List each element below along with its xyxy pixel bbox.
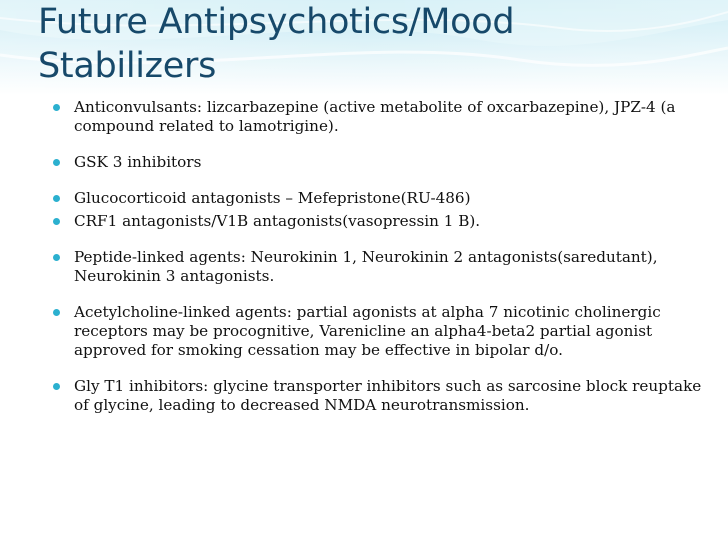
bullet-text: CRF1 antagonists/V1B antagonists(vasopressin 1 B). bbox=[74, 212, 481, 230]
bullet-item-glucocorticoid bbox=[52, 189, 702, 208]
bullet-dot-icon bbox=[53, 254, 60, 261]
slide-title bbox=[38, 0, 678, 88]
bullet-item-glyt1 bbox=[52, 377, 702, 415]
bullet-dot-icon bbox=[53, 159, 60, 166]
slide-title-line-1: Future Antipsychotics/Mood bbox=[38, 2, 515, 42]
bullet-text: Peptide-linked agents: Neurokinin 1, Neurokinin 2 antagonists(saredutant), Neurokinin 3 antagonists. bbox=[74, 248, 658, 285]
bullet-text: Anticonvulsants: lizcarbazepine (active metabolite of oxcarbazepine), JPZ-4 (a compound related to lamotrigine). bbox=[74, 98, 676, 135]
bullet-dot-icon bbox=[53, 309, 60, 316]
bullet-text: Gly T1 inhibitors: glycine transporter inhibitors such as sarcosine block reuptake of glycine, leading to decreased NMDA neurotransmission. bbox=[74, 377, 702, 414]
bullet-text: GSK 3 inhibitors bbox=[74, 153, 202, 171]
bullet-item-gsk3 bbox=[52, 153, 702, 172]
bullet-dot-icon bbox=[53, 218, 60, 225]
bullet-item-anticonvulsants bbox=[52, 98, 702, 136]
bullet-dot-icon bbox=[53, 383, 60, 390]
bullet-dot-icon bbox=[53, 104, 60, 111]
bullet-item-crf1 bbox=[52, 212, 702, 231]
bullet-text: Glucocorticoid antagonists – Mefepristone(RU-486) bbox=[74, 189, 471, 207]
bullet-item-peptide bbox=[52, 248, 702, 286]
bullet-dot-icon bbox=[53, 195, 60, 202]
bullet-list bbox=[52, 98, 702, 415]
bullet-item-acetylcholine bbox=[52, 303, 702, 360]
slide-title-line-2: Stabilizers bbox=[38, 46, 217, 86]
bullet-text: Acetylcholine-linked agents: partial agonists at alpha 7 nicotinic cholinergic receptors may be procognitive, Varenicline an alpha4-beta2 partial agonist approved for smoking cessation may be effective in bipolar d/o. bbox=[74, 303, 661, 359]
